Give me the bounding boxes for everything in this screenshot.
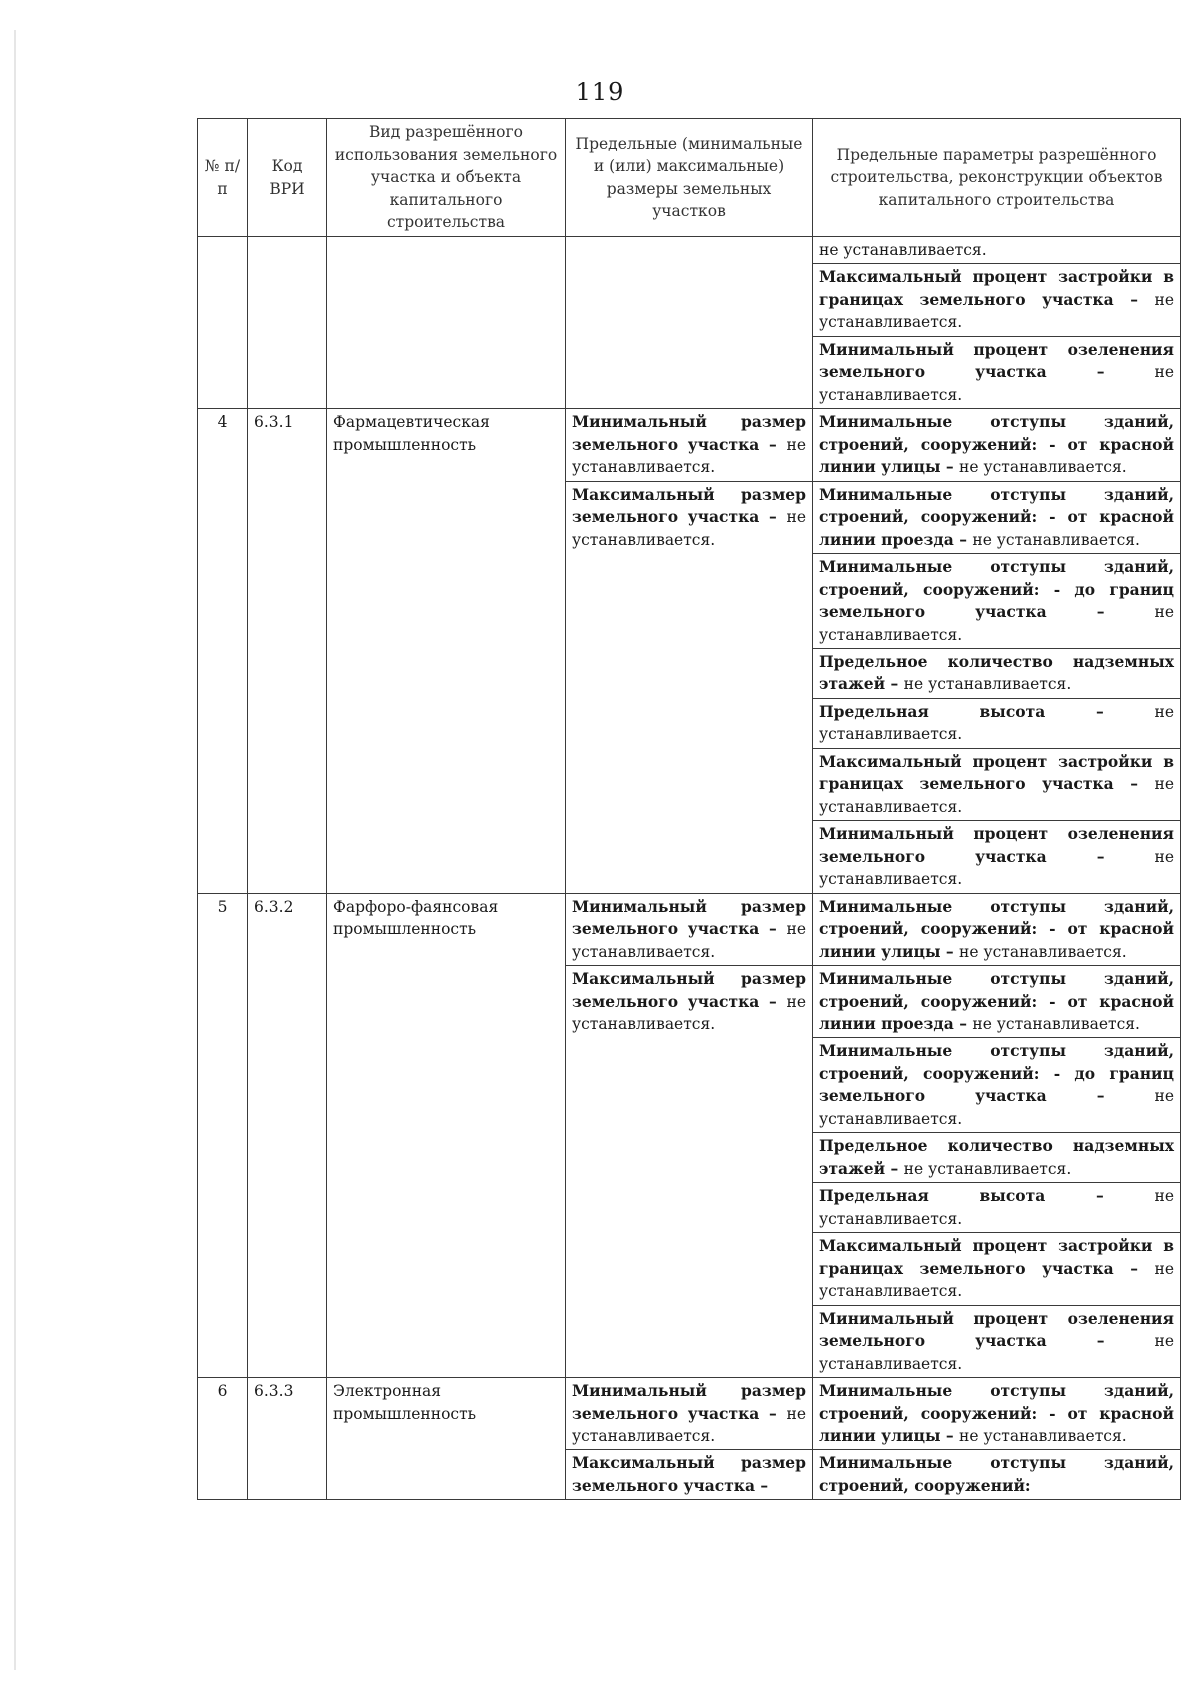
param-cell: не устанавливается. [813, 237, 1181, 264]
row-code: 6.3.1 [248, 409, 327, 893]
param-cell: Минимальный процент озеленения земельного участка – не устанавливается. [813, 336, 1181, 408]
entry-4 [198, 409, 1181, 893]
param-cell: Максимальный процент застройки в границах земельного участка – не устанавливается. [813, 748, 1181, 820]
param-cell: Минимальные отступы зданий, строений, сооружений: - от красной линии проезда – не устанавливается. [813, 966, 1181, 1038]
cont-use-cell [327, 237, 566, 409]
max-size-cell: Максимальный размер земельного участка – [566, 1450, 813, 1500]
cont-code-cell [248, 237, 327, 409]
row-num: 4 [198, 409, 248, 893]
continuation-block [198, 237, 1181, 409]
row-code: 6.3.3 [248, 1378, 327, 1500]
param-cell: Максимальный процент застройки в границах земельного участка – не устанавливается. [813, 1233, 1181, 1305]
row-num: 5 [198, 893, 248, 1377]
header-sizes: Предельные (минимальные и (или) максимальные) размеры земельных участков [566, 119, 813, 237]
param-cell: Минимальный процент озеленения земельного участка – не устанавливается. [813, 821, 1181, 893]
row-use: Фармацевтическая промышленность [327, 409, 566, 893]
param-cell: Минимальные отступы зданий, строений, сооружений: [813, 1450, 1181, 1500]
header-num: № п/п [198, 119, 248, 237]
row-num: 6 [198, 1378, 248, 1500]
param-cell: Предельная высота – не устанавливается. [813, 698, 1181, 748]
max-size-cell: Максимальный размер земельного участка – не устанавливается. [566, 481, 813, 893]
entry-5 [198, 893, 1181, 1377]
param-cell: Минимальный процент озеленения земельного участка – не устанавливается. [813, 1305, 1181, 1377]
row-code: 6.3.2 [248, 893, 327, 1377]
entry-6 [198, 1378, 1181, 1500]
param-cell: Минимальные отступы зданий, строений, сооружений: - до границ земельного участка – не устанавливается. [813, 1038, 1181, 1133]
header-use: Вид разрешённого использования земельного участка и объекта капитального строительства [327, 119, 566, 237]
max-size-cell: Максимальный размер земельного участка – не устанавливается. [566, 966, 813, 1378]
table-row [198, 237, 1181, 264]
param-cell: Предельное количество надземных этажей – не устанавливается. [813, 1133, 1181, 1183]
row-use: Электронная промышленность [327, 1378, 566, 1500]
param-cell: Предельное количество надземных этажей – не устанавливается. [813, 648, 1181, 698]
header-params: Предельные параметры разрешённого строительства, реконструкции объектов капитального строительства [813, 119, 1181, 237]
regulations-table [197, 118, 1181, 1500]
param-cell: Минимальные отступы зданий, строений, сооружений: - от красной линии проезда – не устанавливается. [813, 481, 1181, 553]
param-cell: Максимальный процент застройки в границах земельного участка – не устанавливается. [813, 264, 1181, 336]
table-header-row [198, 119, 1181, 237]
param-cell: Минимальные отступы зданий, строений, сооружений: - от красной линии улицы – не устанавливается. [813, 893, 1181, 965]
param-cell: Минимальные отступы зданий, строений, сооружений: - от красной линии улицы – не устанавливается. [813, 409, 1181, 481]
cont-num-cell [198, 237, 248, 409]
row-use: Фарфоро-фаянсовая промышленность [327, 893, 566, 1377]
param-cell: Предельная высота – не устанавливается. [813, 1183, 1181, 1233]
header-code: Код ВРИ [248, 119, 327, 237]
page-number: 119 [575, 78, 625, 106]
scan-edge [14, 30, 16, 1670]
param-cell: Минимальные отступы зданий, строений, сооружений: - от красной линии улицы – не устанавливается. [813, 1378, 1181, 1450]
table-row [198, 1378, 1181, 1450]
min-size-cell: Минимальный размер земельного участка – не устанавливается. [566, 1378, 813, 1450]
param-cell: Минимальные отступы зданий, строений, сооружений: - до границ земельного участка – не устанавливается. [813, 554, 1181, 649]
min-size-cell: Минимальный размер земельного участка – не устанавливается. [566, 893, 813, 965]
table-row [198, 409, 1181, 481]
table-row [198, 893, 1181, 965]
cont-size-cell [566, 237, 813, 409]
min-size-cell: Минимальный размер земельного участка – не устанавливается. [566, 409, 813, 481]
